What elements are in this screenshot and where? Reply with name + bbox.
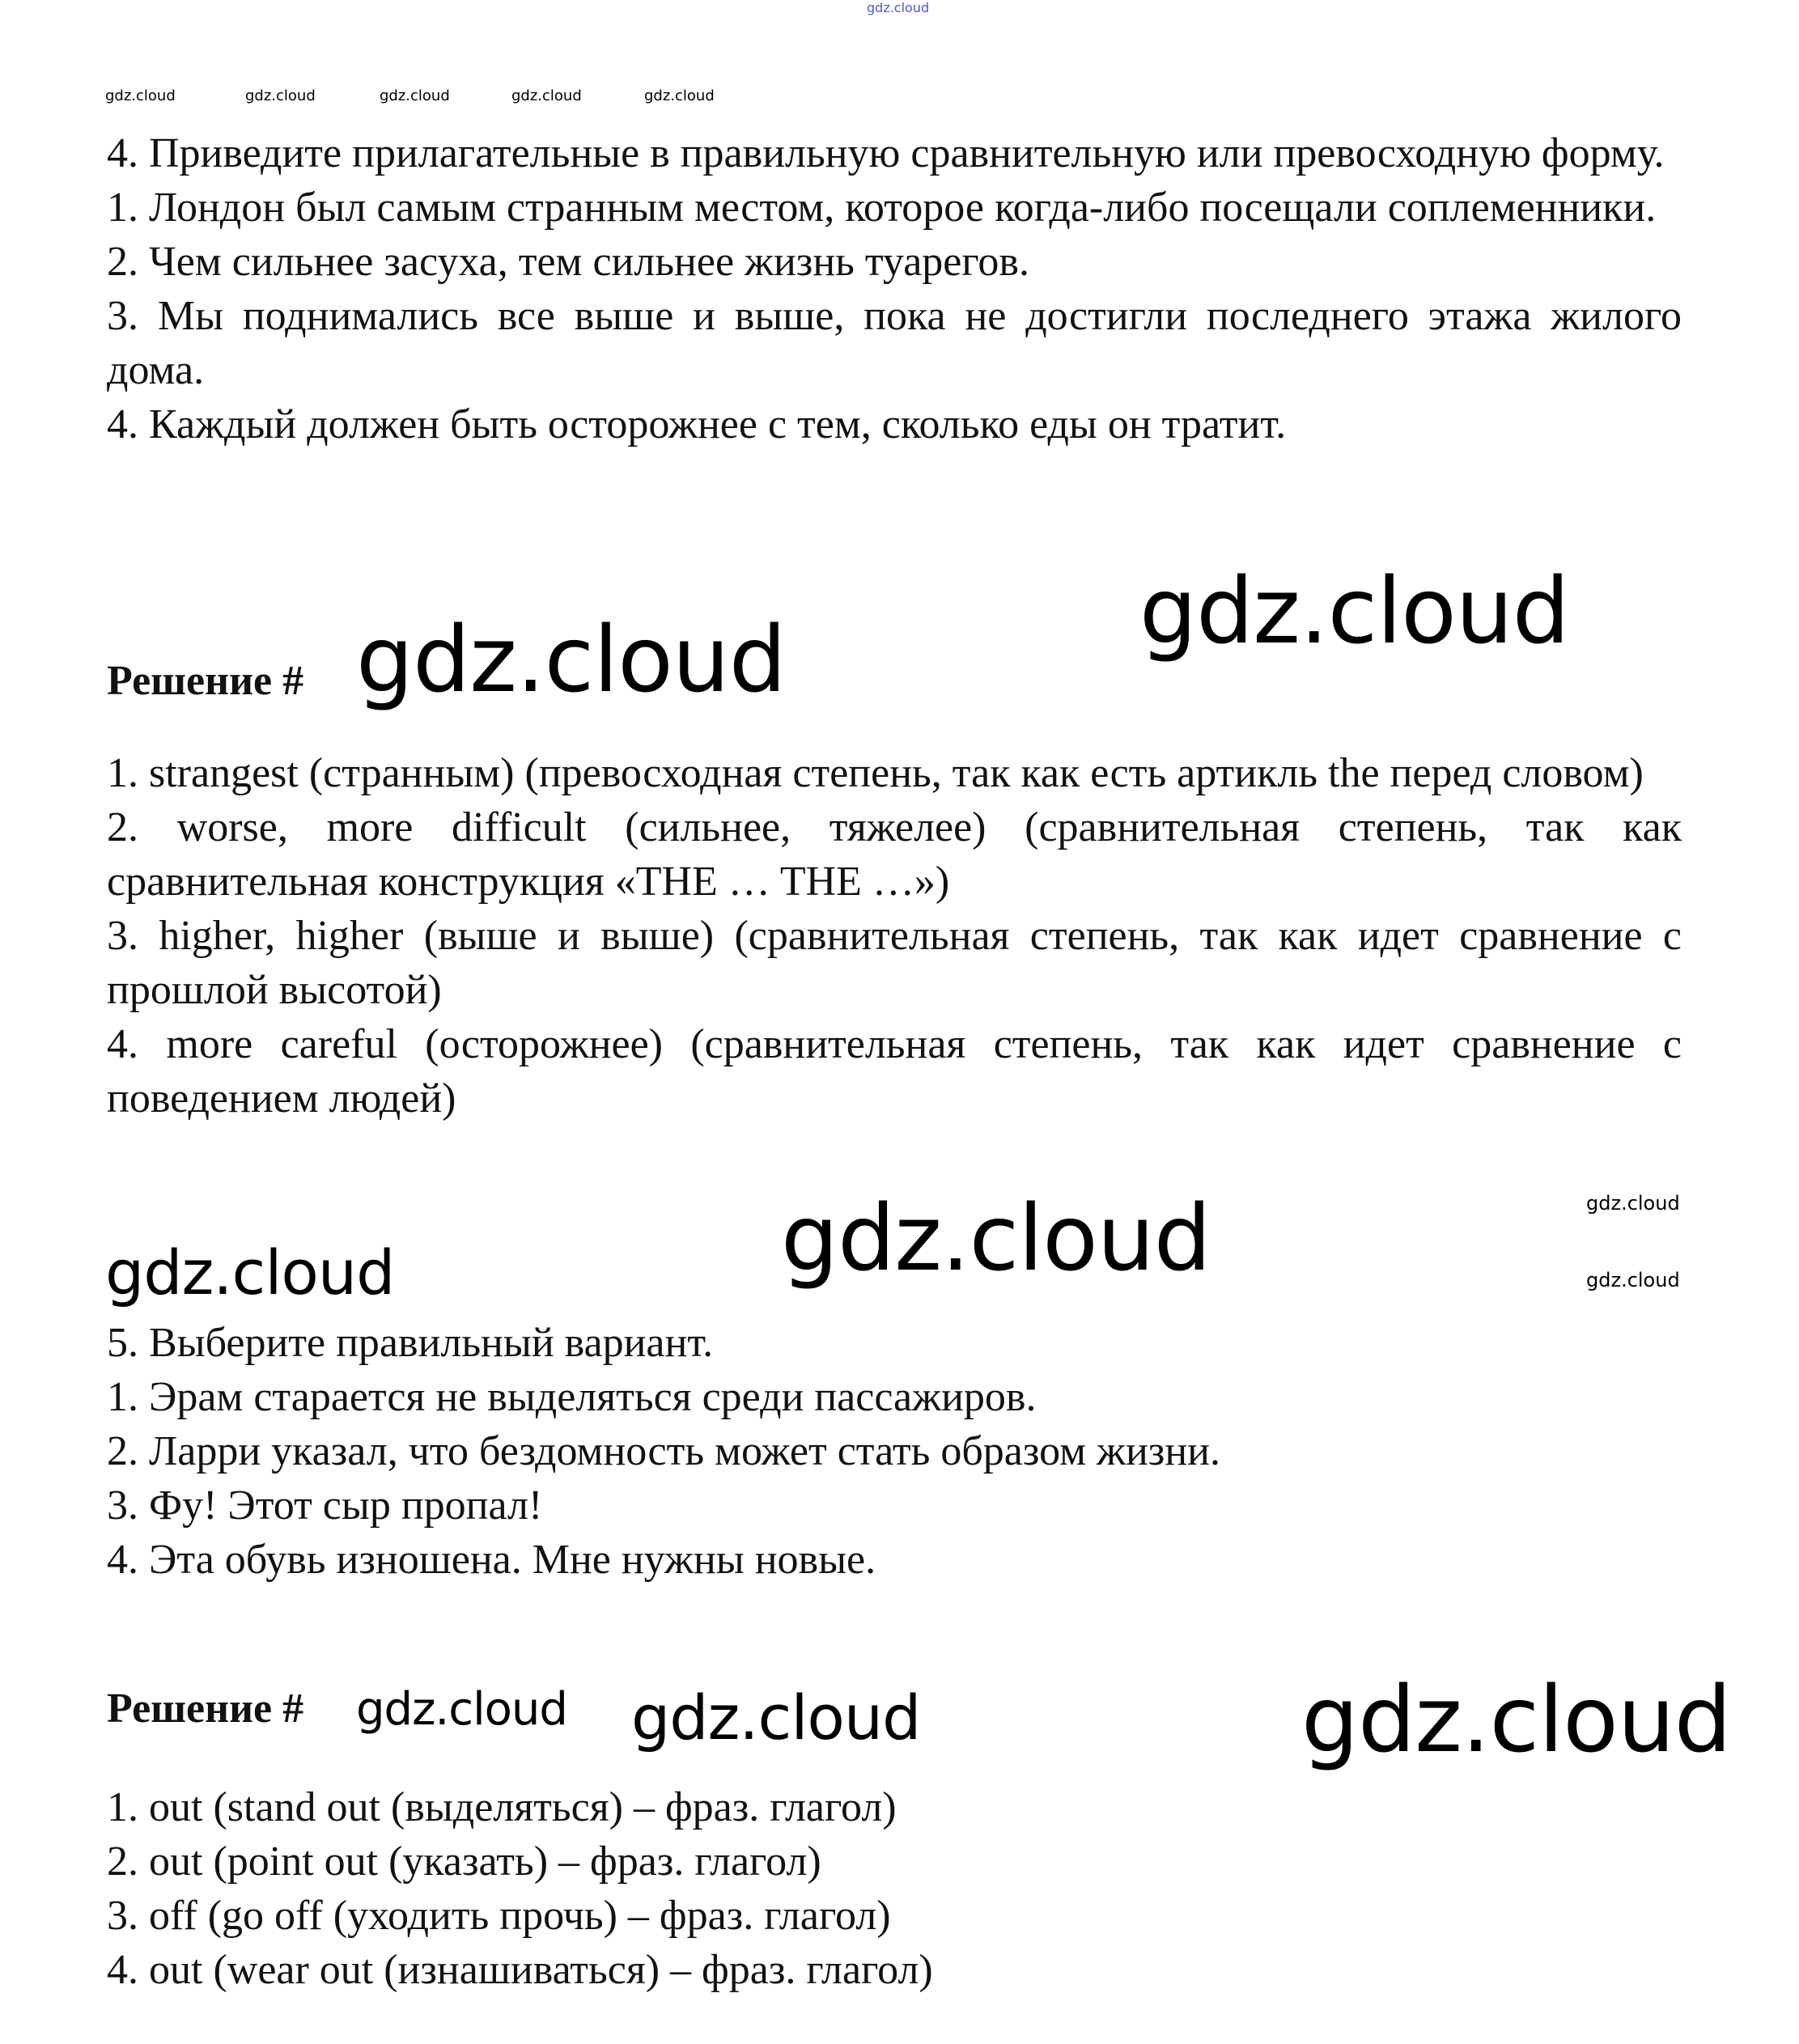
watermark: gdz.cloud	[1586, 1192, 1680, 1215]
task-4-item: 2. Чем сильнее засуха, тем сильнее жизнь туарегов.	[107, 239, 1029, 285]
task-5-item: 3. Фу! Этот сыр пропал!	[107, 1482, 543, 1529]
task-4-title: 4. Приведите прилагательные в правильную сравнительную или превосходную форму.	[107, 130, 1665, 176]
solution-5-item: 1. out (stand out (выделяться) – фраз. глагол)	[107, 1784, 897, 1830]
watermark: gdz.cloud	[245, 87, 316, 104]
solution-4	[107, 746, 1682, 1126]
task-4-item: 3. Мы поднимались все выше и выше, пока не достигли последнего этажа жилого дома.	[107, 293, 1682, 393]
solution-4-item: 1. strangest (странным) (превосходная степень, так как есть артикль the перед словом)	[107, 750, 1644, 796]
solution-4-heading: Решение #	[107, 658, 304, 704]
watermark: gdz.cloud	[1301, 1668, 1731, 1773]
watermark: gdz.cloud	[781, 1186, 1211, 1291]
task-5-item: 1. Эрам старается не выделяться среди пассажиров.	[107, 1374, 1037, 1420]
solution-5	[107, 1780, 1682, 1997]
solution-4-item: 3. higher, higher (выше и выше) (сравнительная степень, так как идет сравнение с прошлой высотой)	[107, 913, 1682, 1013]
task-4-item: 4. Каждый должен быть осторожнее с тем, сколько еды он тратит.	[107, 401, 1287, 447]
watermark: gdz.cloud	[1586, 1269, 1680, 1291]
solution-5-item: 3. off (go off (уходить прочь) – фраз. глагол)	[107, 1893, 891, 1939]
watermark: gdz.cloud	[356, 1683, 567, 1736]
task-5-item: 2. Ларри указал, что бездомность может стать образом жизни.	[107, 1428, 1220, 1474]
task-4-item: 1. Лондон был самым странным местом, которое когда-либо посещали соплеменники.	[107, 184, 1657, 231]
task-5-title: 5. Выберите правильный вариант.	[107, 1320, 714, 1366]
task-5-item: 4. Эта обувь изношена. Мне нужны новые.	[107, 1537, 876, 1583]
watermark: gdz.cloud	[105, 87, 176, 104]
watermark: gdz.cloud	[631, 1681, 921, 1754]
watermark: gdz.cloud	[644, 87, 715, 104]
task-5	[107, 1316, 1682, 1587]
solution-5-heading: Решение #	[107, 1686, 304, 1732]
solution-4-item: 4. more careful (осторожнее) (сравнительная степень, так как идет сравнение с поведением людей)	[107, 1021, 1682, 1122]
watermark: gdz.cloud	[380, 87, 450, 104]
top-watermark: gdz.cloud	[867, 0, 930, 15]
solution-5-item: 4. out (wear out (изнашиваться) – фраз. глагол)	[107, 1947, 933, 1993]
watermark: gdz.cloud	[1139, 559, 1569, 664]
watermark: gdz.cloud	[356, 608, 786, 713]
solution-4-item: 2. worse, more difficult (сильнее, тяжелее) (сравнительная степень, так как сравнительная конструкция «THE … THE …»)	[107, 804, 1682, 905]
task-4	[107, 126, 1682, 452]
watermark: gdz.cloud	[511, 87, 582, 104]
watermark: gdz.cloud	[105, 1236, 395, 1308]
solution-5-item: 2. out (point out (указать) – фраз. глагол)	[107, 1838, 821, 1885]
